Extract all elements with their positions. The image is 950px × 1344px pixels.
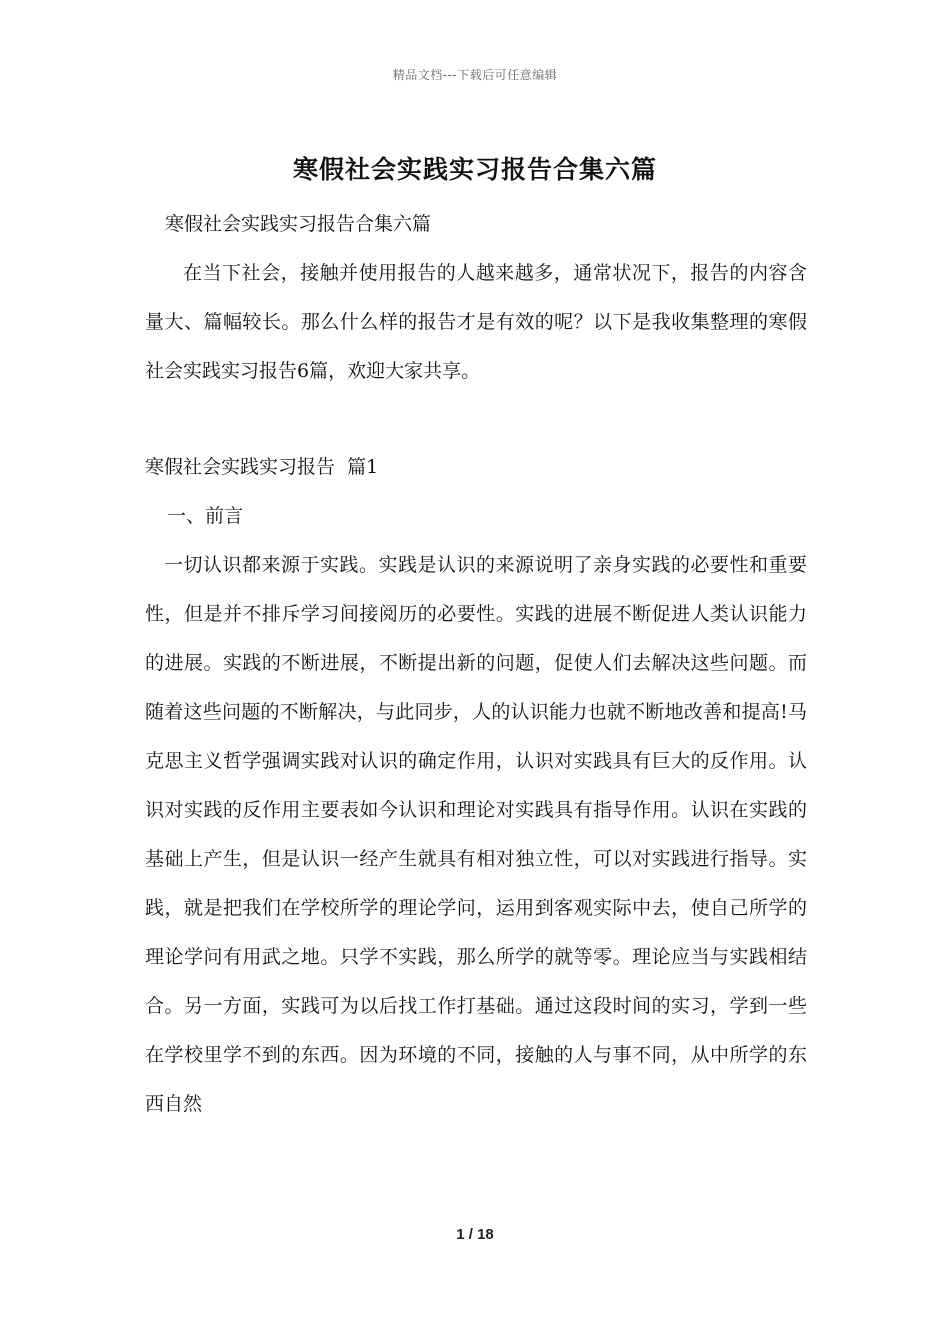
body-paragraph: 一切认识都来源于实践。实践是认识的来源说明了亲身实践的必要性和重要性，但是并不排斥学习间接阅历的必要性。实践的进展不断促进人类认识能力的进展。实践的不断进展，不断提出新的问题，促使人们去解决这些问题。而随着这些问题的不断解决，与此同步，人的认识能力也就不断地改善和提高!马克思主义哲学强调实践对认识的确定作用，认识对实践具有巨大的反作用。认识对实践的反作用主要表如今认识和理论对实践具有指导作用。认识在实践的基础上产生，但是认识一经产生就具有相对独立性，可以对实践进行指导。实践，就是把我们在学校所学的理论学问，运用到客观实际中去，使自己所学的理论学问有用武之地。只学不实践，那么所学的就等零。理论应当与实践相结合。另一方面，实践可为以后找工作打基础。通过这段时间的实习，学到一些在学校里学不到的东西。因为环境的不同，接触的人与事不同，从中所学的东西自然 <box>145 554 807 1115</box>
document-header-note: 精品文档---下载后可任意编辑 <box>392 68 558 82</box>
intro-paragraph: 在当下社会，接触并使用报告的人越来越多，通常状况下，报告的内容含量大、篇幅较长。那么什么样的报告才是有效的呢？以下是我收集整理的寒假社会实践实习报告6篇，欢迎大家共享。 <box>145 262 807 382</box>
document-body <box>145 200 807 1129</box>
section-heading: 寒假社会实践实习报告 篇1 <box>145 456 379 478</box>
document-subtitle: 寒假社会实践实习报告合集六篇 <box>165 213 432 235</box>
paragraph-spacer <box>145 396 807 443</box>
subheading-preface: 一、前言 <box>167 505 244 527</box>
page-number: 1 / 18 <box>456 1226 494 1243</box>
document-title: 寒假社会实践实习报告合集六篇 <box>292 155 657 184</box>
